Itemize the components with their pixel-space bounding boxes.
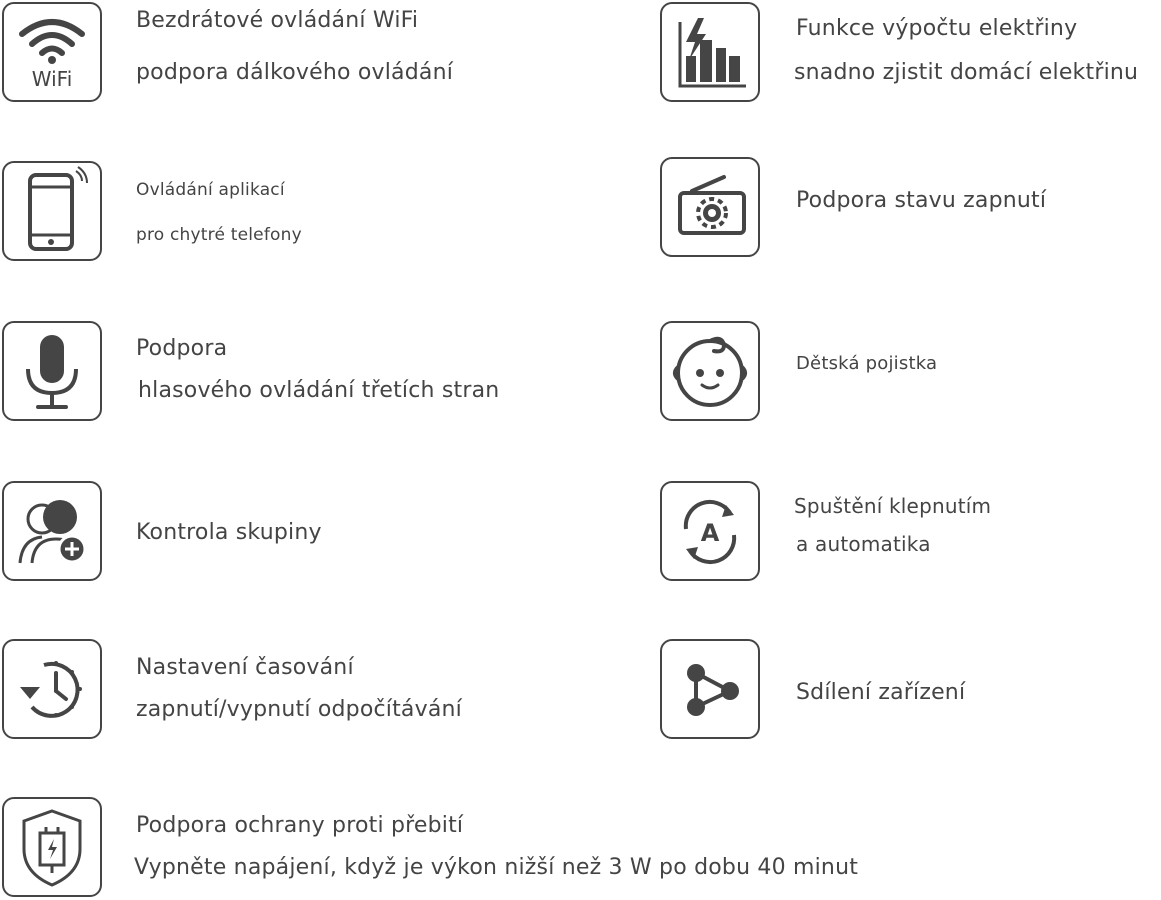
automation-subtitle: a automatika [796,532,931,556]
overcharge-icon-box [2,797,102,897]
voice-title: Podpora [136,336,228,361]
wifi-icon-box [2,2,102,102]
share-icon [662,641,758,737]
smartphone-icon [4,163,100,259]
electricity-chart-icon [662,4,758,100]
wifi-subtitle: podpora dálkového ovládání [136,60,454,85]
electricity-icon-box [660,2,760,102]
overcharge-subtitle: Vypněte napájení, když je výkon nižší než 3 W po dobu 40 minut [134,855,859,880]
auto-cycle-icon [662,483,758,579]
wifi-icon [4,4,100,100]
overcharge-title: Podpora ochrany proti přebití [136,813,464,838]
automation-icon-box [660,481,760,581]
baby-face-icon [662,323,758,419]
power-state-title: Podpora stavu zapnutí [796,188,1047,213]
app-icon-box [2,161,102,261]
child-lock-title: Dětská pojistka [796,353,938,374]
shield-battery-icon [4,799,100,895]
timer-subtitle: zapnutí/vypnutí odpočítávání [136,697,462,722]
voice-icon-box [2,321,102,421]
sharing-icon-box [660,639,760,739]
wifi-icon-label: WiFi [31,67,73,91]
group-title: Kontrola skupiny [136,520,322,545]
app-subtitle: pro chytré telefony [136,225,302,245]
voice-subtitle: hlasového ovládání třetích stran [138,378,500,403]
microphone-icon [4,323,100,419]
app-title: Ovládání aplikací [136,180,285,200]
electricity-title: Funkce výpočtu elektřiny [796,16,1078,41]
power-state-icon-box [660,157,760,257]
wifi-title: Bezdrátové ovládání WiFi [136,8,419,33]
automation-title: Spuštění klepnutím [794,494,992,518]
timer-title: Nastavení časování [136,655,354,680]
timer-icon-box [2,639,102,739]
group-add-icon [4,483,100,579]
sharing-title: Sdílení zařízení [796,680,966,705]
group-icon-box [2,481,102,581]
radio-gear-icon [662,159,758,255]
electricity-subtitle: snadno zjistit domácí elektřinu [794,60,1139,85]
automation-icon-label: A [700,519,720,547]
child-lock-icon-box [660,321,760,421]
timer-clock-icon [4,641,100,737]
